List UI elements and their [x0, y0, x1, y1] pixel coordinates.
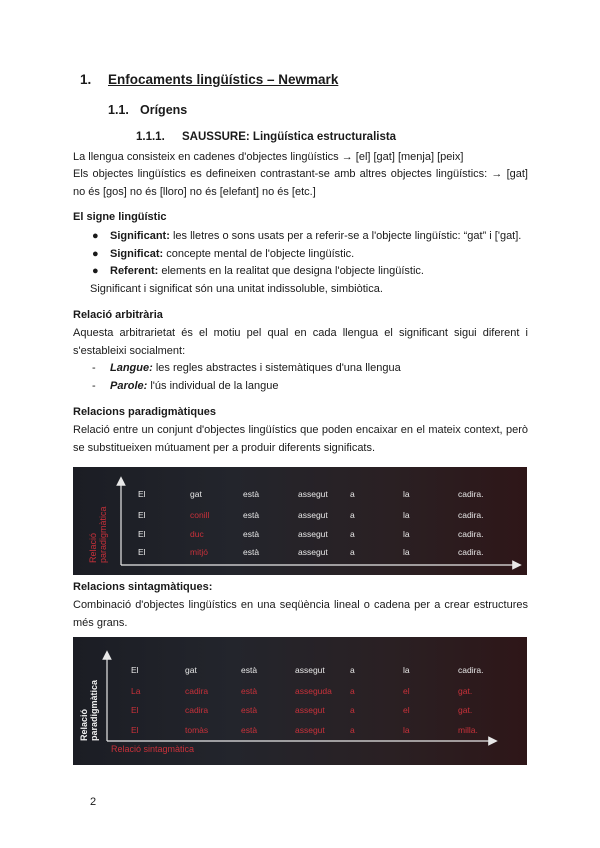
- diagram-word: gat.: [458, 686, 473, 696]
- signe-note: Significant i significat són una unitat indissoluble, simbiòtica.: [90, 283, 383, 295]
- diagram-word: assegudа: [295, 686, 332, 696]
- diagram-word: el: [403, 686, 410, 696]
- bullet-text: elements en la realitat que designa l'objecte lingüístic.: [158, 265, 424, 277]
- diagram-word: la: [403, 489, 410, 499]
- bullet-text: concepte mental de l'objecte lingüístic.: [163, 247, 355, 260]
- bullet-term: Referent:: [110, 265, 159, 277]
- heading-2-number: 1.1.: [108, 103, 129, 117]
- list-item: - Langue: les regles abstractes i sistemàtiques d'una llengua: [92, 362, 401, 374]
- syntagmatic-rows: [131, 665, 484, 735]
- diagram-word: La: [131, 686, 141, 696]
- diagram-word: a: [350, 489, 355, 499]
- list-item: ● Significant: les lletres o sons usats per a referir-se a l'objecte lingüístic: “gat” i ['gat].: [92, 230, 522, 242]
- list-item: ● Referent: elements en la realitat que designa l'objecte lingüístic.: [92, 265, 424, 277]
- diagram-word: està: [241, 665, 258, 675]
- intro-line-1: La llengua consisteix en cadenes d'objectes lingüístics → [el] [gat] [menja] [peix]: [73, 151, 464, 163]
- page-number: 2: [90, 796, 97, 808]
- syntagmatic-figure: [73, 637, 527, 765]
- diagram-word: a: [350, 725, 355, 735]
- diagram-word: cadira.: [458, 547, 484, 557]
- diagram-word: assegut: [295, 705, 325, 715]
- diagram-word: la: [403, 725, 410, 735]
- diagram-word: cadira: [185, 705, 209, 715]
- diagram-word: gat: [190, 489, 202, 499]
- heading-3-number: 1.1.1.: [136, 131, 165, 143]
- diagram-word: està: [241, 686, 258, 696]
- diagram-word: El: [131, 705, 139, 715]
- diagram-word: cadira: [185, 686, 209, 696]
- arbitraria-text: Aquesta arbitrarietat és el motiu pel qual en cada llengua el significant sigui diferent i s'estableixi socialment:: [73, 327, 528, 357]
- syntagmatic-diagram: [73, 637, 527, 765]
- diagram-word: està: [243, 529, 260, 539]
- diagram-word: a: [350, 686, 355, 696]
- paradigmatic-diagram: [73, 467, 527, 575]
- diagram-word: a: [350, 510, 355, 520]
- diagram-word: cadira.: [458, 510, 484, 520]
- heading-3-title: SAUSSURE: Lingüística estructuralista: [182, 131, 397, 143]
- sintagmatiques-title: Relacions sintagmàtiques:: [73, 581, 213, 593]
- diagram-word: a: [350, 705, 355, 715]
- diagram-word: està: [243, 547, 260, 557]
- diagram-word: El: [131, 665, 139, 675]
- axis-label-line-2: paradigmàtica: [89, 679, 99, 741]
- axis-label-line-2: paradigmàtica: [98, 506, 108, 563]
- diagram-word: cadira.: [458, 489, 484, 499]
- diagram-word: assegut: [298, 547, 328, 557]
- sintagmatiques-text: Combinació d'objectes lingüístics en una seqüència lineal o cadena per a crear estructures més grans.: [73, 599, 528, 629]
- diagram-word: la: [403, 547, 410, 557]
- bottom-axis-label: Relació sintagmàtica: [111, 744, 195, 754]
- diagram-word: la: [403, 529, 410, 539]
- diagram-word: el: [403, 705, 410, 715]
- list-item: ● Significat: concepte mental de l'objecte lingüístic.: [92, 247, 355, 260]
- heading-2-title: Orígens: [140, 103, 188, 117]
- heading-2: [108, 103, 187, 117]
- diagram-word: assegut: [298, 510, 328, 520]
- axis-label-line-1: Relació: [79, 708, 89, 741]
- diagram-word: El: [138, 510, 146, 520]
- paradigmatic-figure: [73, 467, 527, 575]
- item-term: Langue:: [110, 362, 153, 374]
- diagram-word: milla.: [458, 725, 478, 735]
- bullet-term: Significat:: [110, 247, 164, 260]
- paradigmatiques-text: Relació entre un conjunt d'objectes lingüístics que poden encaixar en el mateix context, però se substitueixen mútuament per a produir diferents significats.: [73, 424, 528, 454]
- intro-line-2: Els objectes lingüístics es defineixen contrastant-se amb altres objectes lingüístics: → [gat] no és [gos] no és [lloro] no és [elefant] no és [etc.]: [73, 168, 528, 198]
- arbitraria-list: [90, 360, 530, 395]
- axis-label-line-1: Relació: [88, 532, 98, 563]
- paradigmatic-rows: [138, 489, 484, 557]
- heading-1-number: 1.: [80, 72, 92, 87]
- diagram-word: la: [403, 665, 410, 675]
- diagram-word: El: [138, 547, 146, 557]
- diagram-word: gat: [185, 665, 197, 675]
- diagram-word: a: [350, 547, 355, 557]
- item-text: l'ús individual de la langue: [147, 379, 279, 392]
- diagram-word: assegut: [295, 725, 325, 735]
- diagram-word: cadira.: [458, 665, 484, 675]
- diagram-word: assegut: [298, 529, 328, 539]
- paradigmatiques-title: Relacions paradigmàtiques: [73, 406, 217, 418]
- diagram-word: gat.: [458, 705, 473, 715]
- diagram-word: mitjó: [190, 547, 208, 557]
- diagram-word: El: [131, 725, 139, 735]
- item-text: les regles abstractes i sistemàtiques d'una llengua: [152, 362, 401, 374]
- diagram-word: conill: [190, 510, 210, 520]
- diagram-word: El: [138, 529, 146, 539]
- diagram-word: està: [243, 489, 260, 499]
- diagram-word: tomàs: [185, 725, 209, 735]
- signe-title: El signe lingüístic: [73, 211, 167, 223]
- heading-1-title: Enfocaments lingüístics – Newmark: [108, 72, 339, 87]
- diagram-word: assegut: [298, 489, 328, 499]
- heading-3: [136, 131, 396, 143]
- item-term: Parole:: [110, 379, 148, 392]
- arbitraria-title: Relació arbitrària: [73, 309, 163, 321]
- diagram-word: està: [243, 510, 260, 520]
- diagram-word: El: [138, 489, 146, 499]
- list-item: - Parole: l'ús individual de la langue: [92, 379, 279, 392]
- heading-1: [80, 72, 338, 87]
- bullet-term: Significant:: [110, 230, 170, 242]
- diagram-word: la: [403, 510, 410, 520]
- signe-bullet-list: [90, 228, 530, 281]
- diagram-word: a: [350, 529, 355, 539]
- diagram-word: duc: [190, 529, 204, 539]
- diagram-word: assegut: [295, 665, 325, 675]
- bullet-text: les lletres o sons usats per a referir-se a l'objecte lingüístic: “gat” i ['gat].: [169, 230, 522, 242]
- diagram-word: està: [241, 705, 258, 715]
- diagram-word: a: [350, 665, 355, 675]
- diagram-word: està: [241, 725, 258, 735]
- diagram-word: cadira.: [458, 529, 484, 539]
